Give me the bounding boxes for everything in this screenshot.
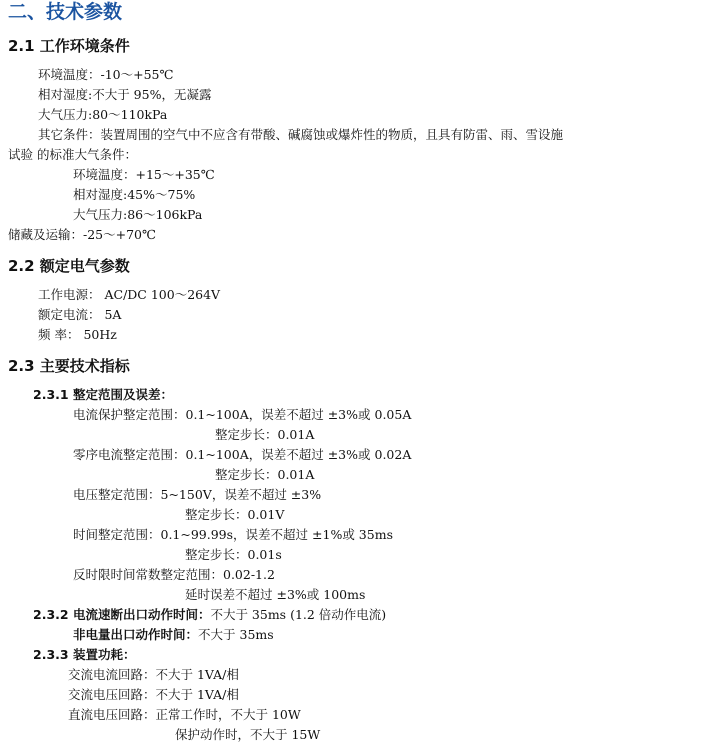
ac-voltage-loop-power: 交流电压回路：不大于 1VA/相 [68,687,239,702]
subsection-heading-2-3-1: 2.3.1 整定范围及误差： [33,387,173,402]
current-protection-range: 电流保护整定范围：0.1~100A，误差不超过 ±3%或 0.05A [73,407,412,422]
env-pressure: 大气压力:80～110kPa [38,107,168,122]
zero-seq-current-range: 零序电流整定范围：0.1~100A，误差不超过 ±3%或 0.02A [73,447,412,462]
env-temperature: 环境温度：-10～+55℃ [38,67,174,82]
voltage-step: 整定步长：0.01V [185,507,285,522]
section-heading-2-3: 2.3 主要技术指标 [8,357,130,375]
storage-temperature: 储藏及运输：-25～+70℃ [8,227,156,242]
zero-seq-current-step: 整定步长：0.01A [215,467,315,482]
delay-error: 延时误差不超过 ±3%或 100ms [185,587,366,602]
std-conditions-label: 试验 的标准大气条件： [8,147,137,162]
section-heading-2-2: 2.2 额定电气参数 [8,257,130,275]
time-range: 时间整定范围：0.1~99.99s，误差不超过 ±1%或 35ms [73,527,393,542]
quick-break-output-time [33,606,386,624]
inverse-time-constant-range: 反时限时间常数整定范围：0.02-1.2 [73,567,275,582]
current-protection-step: 整定步长：0.01A [215,427,315,442]
rated-current: 额定电流： 5A [38,307,122,322]
non-electric-label: 非电量出口动作时间： [73,627,199,642]
env-humidity: 相对湿度:不大于 95%，无凝露 [38,87,212,102]
env-other-conditions: 其它条件：装置周围的空气中不应含有带酸、碱腐蚀或爆炸性的物质，且具有防雷、雨、雪设施 [38,127,564,142]
std-humidity: 相对湿度:45%～75% [73,187,196,202]
rated-frequency: 频 率： 50Hz [38,327,117,342]
voltage-range: 电压整定范围：5~150V，误差不超过 ±3% [73,487,322,502]
non-electric-value: 不大于 35ms [198,627,274,642]
non-electric-output-time [73,626,274,644]
subsection-heading-2-3-3: 2.3.3 装置功耗： [33,647,136,662]
dc-voltage-loop-power-normal: 直流电压回路：正常工作时，不大于 10W [68,707,301,722]
page-title: 二、技术参数 [8,1,123,23]
time-step: 整定步长：0.01s [185,547,282,562]
std-temperature: 环境温度：+15～+35℃ [73,167,215,182]
quick-break-label: 2.3.2 电流速断出口动作时间： [33,607,211,622]
std-pressure: 大气压力:86～106kPa [73,207,203,222]
ac-current-loop-power: 交流电流回路：不大于 1VA/相 [68,667,239,682]
section-heading-2-1: 2.1 工作环境条件 [8,37,130,55]
dc-voltage-loop-power-protection: 保护动作时，不大于 15W [175,727,321,742]
rated-power-supply: 工作电源： AC/DC 100～264V [38,287,221,302]
quick-break-value: 不大于 35ms (1.2 倍动作电流) [210,607,387,622]
